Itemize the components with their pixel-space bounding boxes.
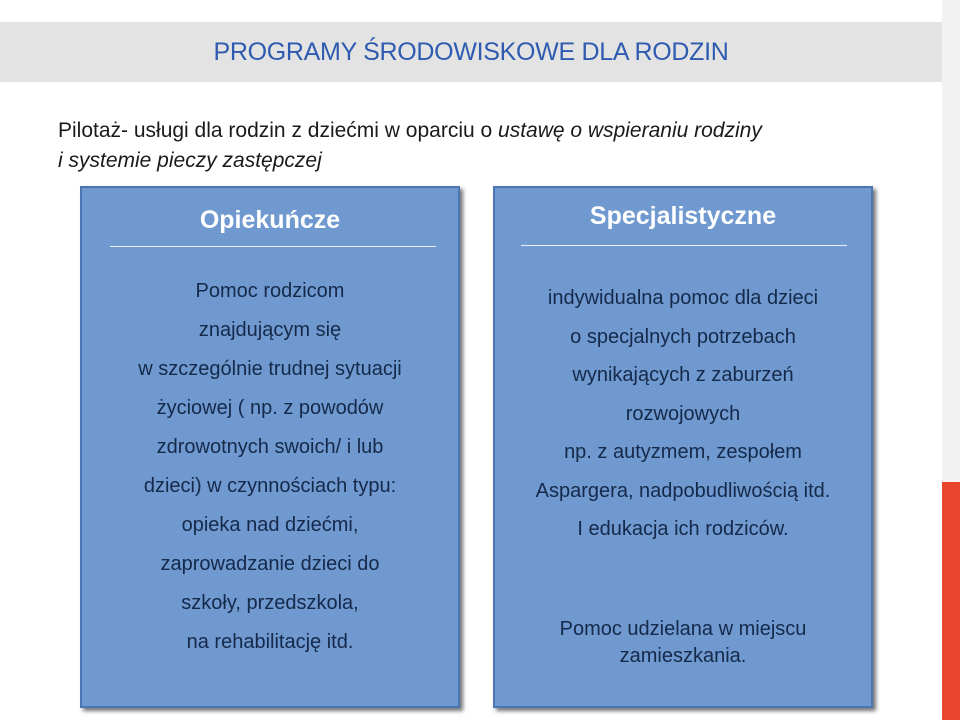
page-title: PROGRAMY ŚRODOWISKOWE DLA RODZIN <box>213 38 729 66</box>
card-line: indywidualna pomoc dla dzieci <box>547 287 819 309</box>
card-line: zaprowadzanie dzieci do <box>160 553 380 575</box>
card-line: np. z autyzmem, zespołem <box>564 441 802 463</box>
card-line: rozwojowych <box>625 402 741 425</box>
card-line: Aspargera, nadpobudliwością itd. <box>535 479 831 502</box>
card-line: na rehabilitację itd. <box>186 631 354 653</box>
card-opiekuncze <box>80 186 460 708</box>
intro-plain: Pilotaż- usługi dla rodzin z dziećmi w oparciu o <box>58 119 499 142</box>
card-specjalistyczne <box>493 186 873 708</box>
card-line: znajdującym się <box>198 319 342 341</box>
intro-text <box>58 116 918 176</box>
card-title: Specjalistyczne <box>589 202 777 230</box>
card-line: Pomoc rodzicom <box>195 280 345 302</box>
card-line: o specjalnych potrzebach <box>570 325 796 348</box>
card-line: szkoły, przedszkola, <box>181 592 359 614</box>
intro-italic-1: ustawę o wspieraniu rodziny <box>498 119 762 142</box>
card-divider <box>521 245 847 246</box>
card-line: wynikających z zaburzeń <box>572 364 794 386</box>
card-line: życiowej ( np. z powodów <box>156 397 384 419</box>
card-line: w szczególnie trudnej sytuacji <box>138 358 402 380</box>
card-line: zamieszkania. <box>619 645 747 667</box>
intro-italic-2: i systemie pieczy zastępczej <box>58 149 322 172</box>
card-footer-text <box>495 616 871 670</box>
card-title: Opiekuńcze <box>199 206 341 234</box>
card-line: zdrowotnych swoich/ i lub <box>156 436 384 458</box>
card-divider <box>110 246 436 247</box>
card-line: opieka nad dziećmi, <box>181 514 359 536</box>
card-body <box>495 279 871 549</box>
card-line: dzieci) w czynnościach typu: <box>143 475 397 497</box>
card-line: I edukacja ich rodziców. <box>577 518 789 540</box>
card-body <box>82 272 458 662</box>
side-decoration-red <box>942 482 960 720</box>
card-line: Pomoc udzielana w miejscu <box>559 618 807 640</box>
